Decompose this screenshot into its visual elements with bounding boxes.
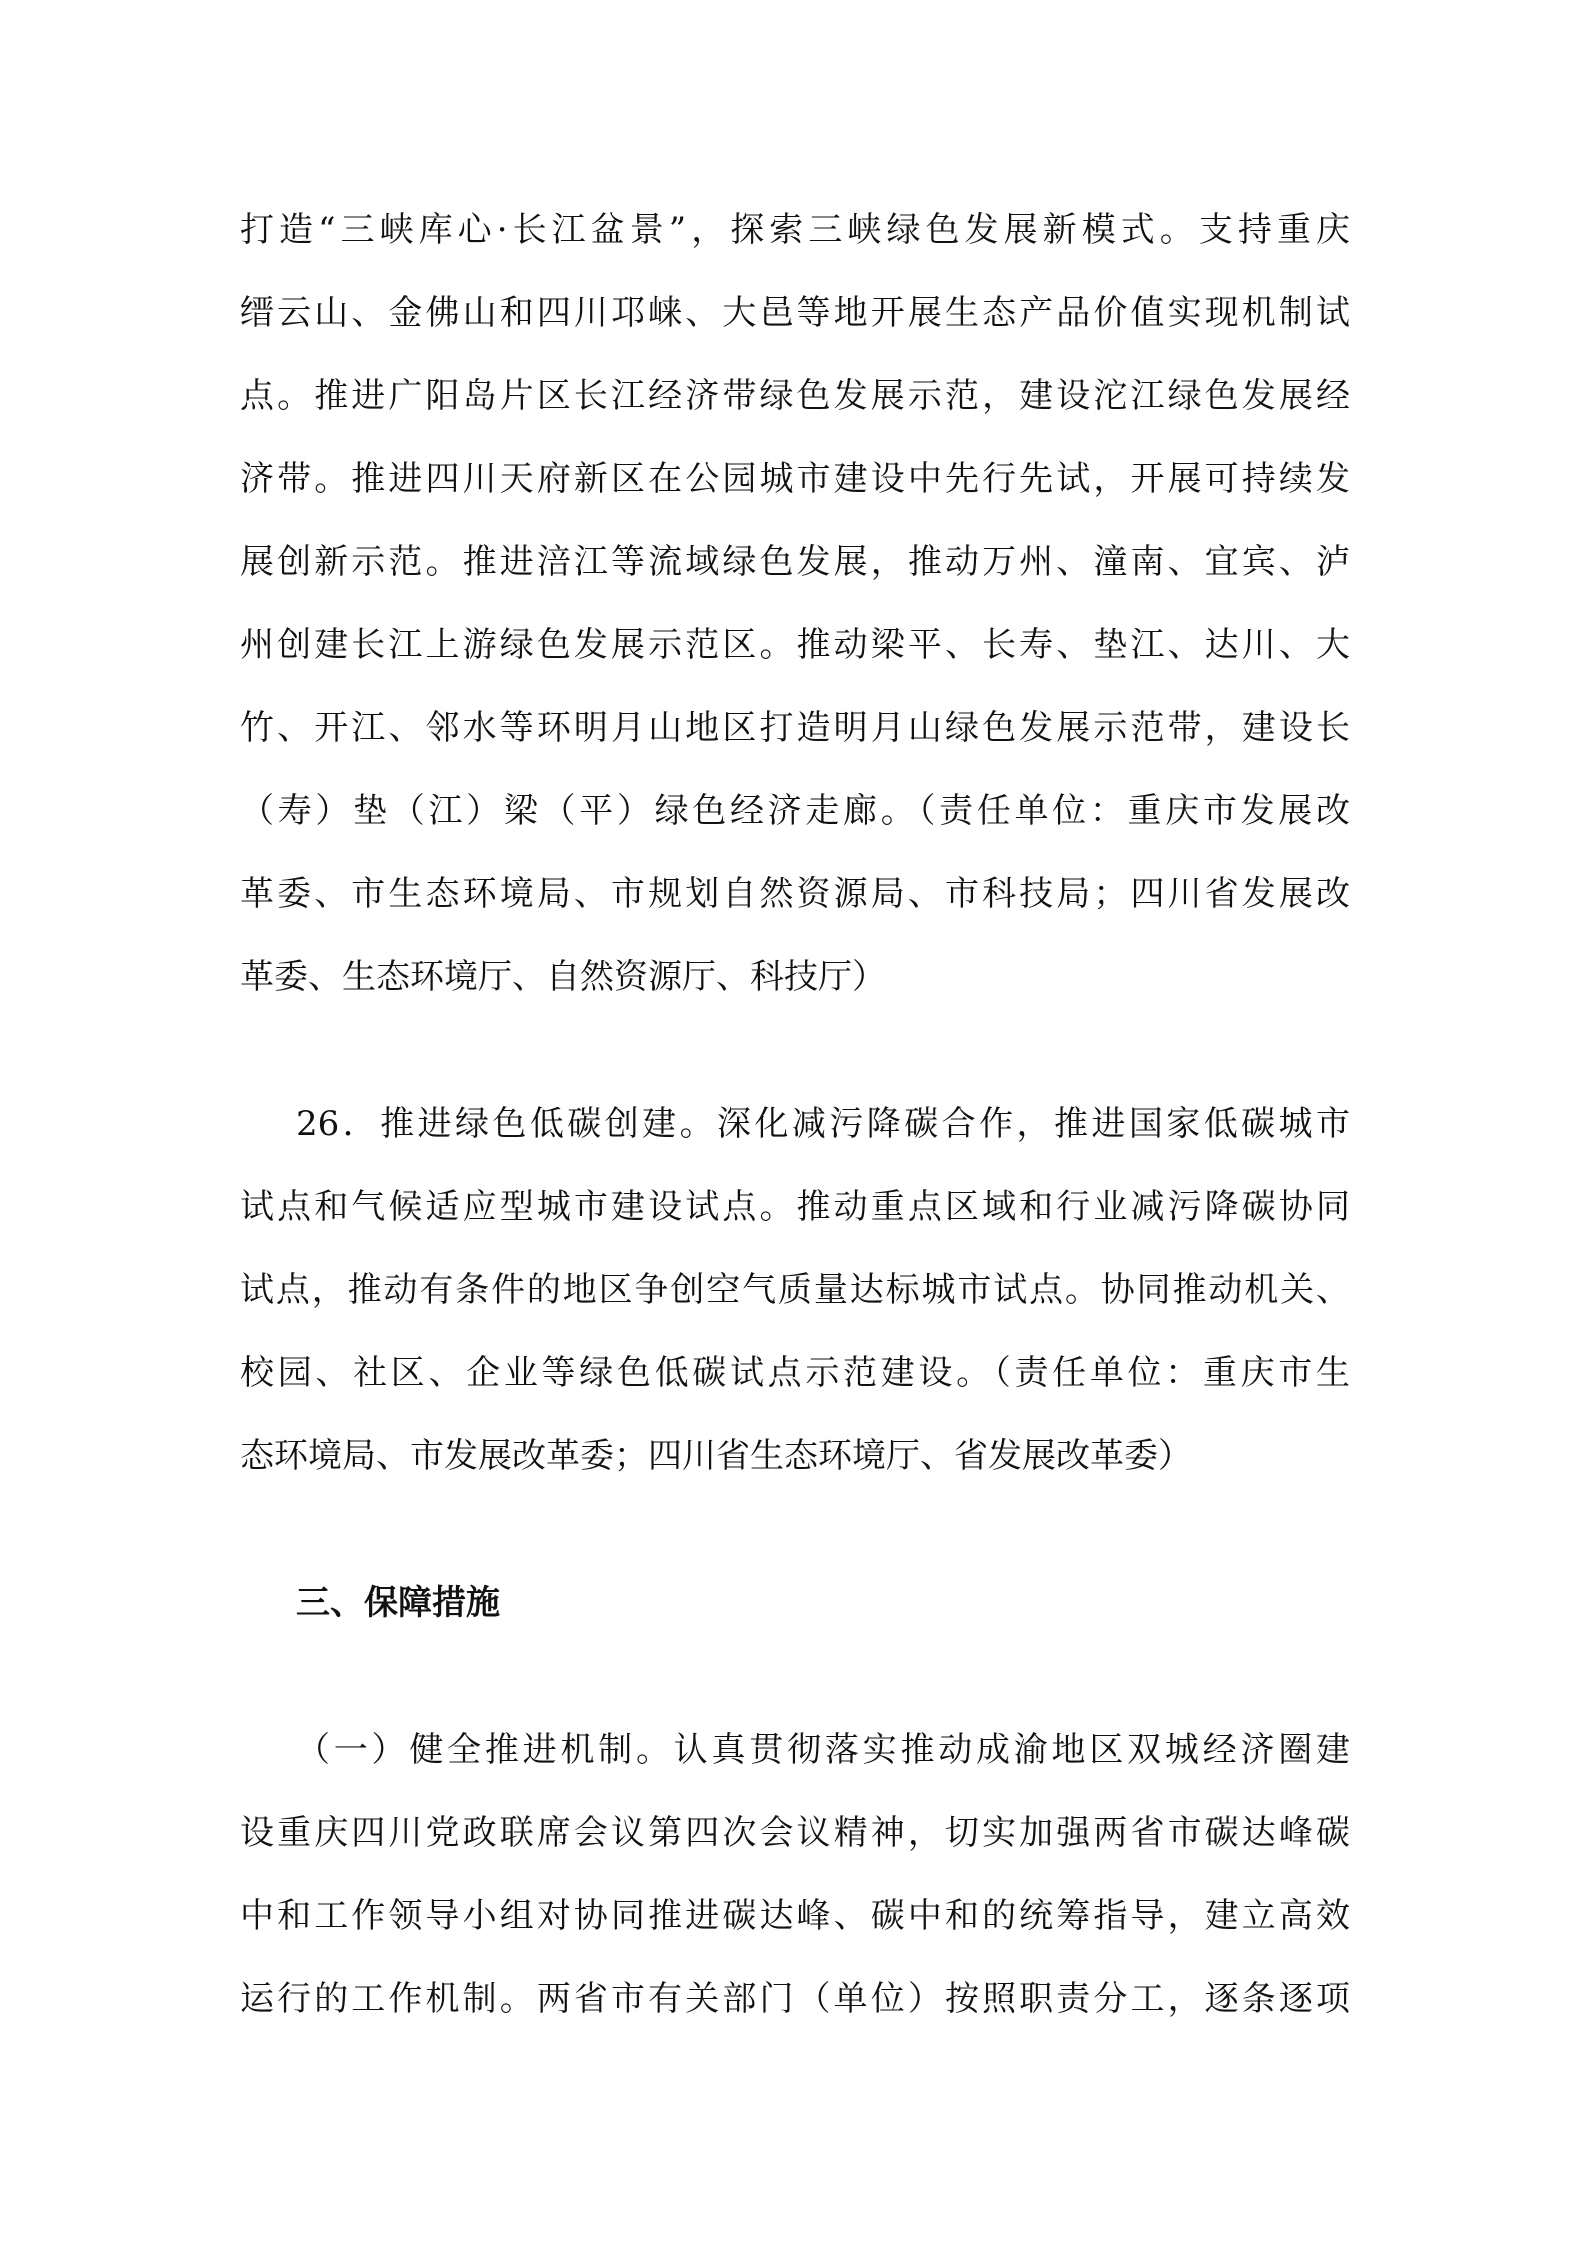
text-line: 校园、社区、企业等绿色低碳试点示范建设。（责任单位：重庆市生 bbox=[240, 1353, 1350, 1393]
section-heading: 三、保障措施 bbox=[296, 1583, 500, 1623]
text-line: 展创新示范。推进涪江等流域绿色发展，推动万州、潼南、宜宾、泸 bbox=[240, 542, 1350, 582]
text-line: 州创建长江上游绿色发展示范区。推动梁平、长寿、垫江、达川、大 bbox=[240, 625, 1350, 665]
text-line: 革委、生态环境厅、自然资源厅、科技厅） bbox=[240, 957, 886, 997]
text-line: 点。推进广阳岛片区长江经济带绿色发展示范，建设沱江绿色发展经 bbox=[240, 376, 1350, 416]
text-line: 缙云山、金佛山和四川邛崃、大邑等地开展生态产品价值实现机制试 bbox=[240, 293, 1350, 333]
text-line: 设重庆四川党政联席会议第四次会议精神，切实加强两省市碳达峰碳 bbox=[240, 1813, 1350, 1853]
text-line: 打造“三峡库心·长江盆景”，探索三峡绿色发展新模式。支持重庆 bbox=[240, 210, 1350, 250]
text-line: 竹、开江、邻水等环明月山地区打造明月山绿色发展示范带，建设长 bbox=[240, 708, 1350, 748]
text-line: （一）健全推进机制。认真贯彻落实推动成渝地区双城经济圈建 bbox=[296, 1730, 1350, 1770]
text-line: 试点，推动有条件的地区争创空气质量达标城市试点。协同推动机关、 bbox=[240, 1270, 1350, 1310]
text-line: 试点和气候适应型城市建设试点。推动重点区域和行业减污降碳协同 bbox=[240, 1187, 1350, 1227]
text-line: 态环境局、市发展改革委；四川省生态环境厅、省发展改革委） bbox=[240, 1436, 1192, 1476]
text-line: 运行的工作机制。两省市有关部门（单位）按照职责分工，逐条逐项 bbox=[240, 1979, 1350, 2019]
text-line: 26．推进绿色低碳创建。深化减污降碳合作，推进国家低碳城市 bbox=[296, 1104, 1350, 1144]
text-line: 革委、市生态环境局、市规划自然资源局、市科技局；四川省发展改 bbox=[240, 874, 1350, 914]
text-line: 济带。推进四川天府新区在公园城市建设中先行先试，开展可持续发 bbox=[240, 459, 1350, 499]
text-line: 中和工作领导小组对协同推进碳达峰、碳中和的统筹指导，建立高效 bbox=[240, 1896, 1350, 1936]
text-line: （寿）垫（江）梁（平）绿色经济走廊。（责任单位：重庆市发展改 bbox=[240, 791, 1350, 831]
